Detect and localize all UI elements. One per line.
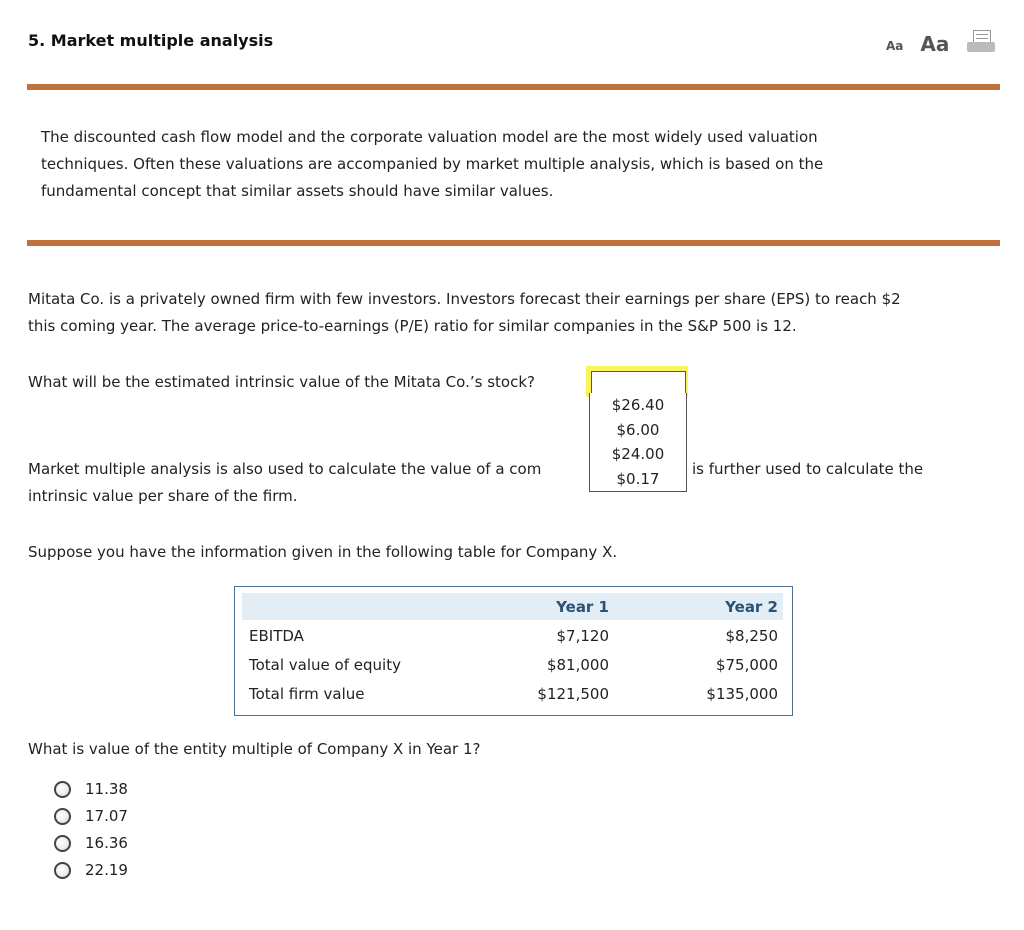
market-multiple-line1-start: Market multiple analysis is also used to calculate the value of a com	[28, 460, 542, 478]
answer-label[interactable]: 17.07	[85, 807, 128, 825]
answer-option[interactable]	[54, 780, 128, 798]
column-header-year2: Year 2	[725, 598, 778, 616]
cell-value: $121,500	[537, 685, 609, 703]
font-tools	[886, 30, 995, 54]
radio-button[interactable]	[54, 835, 71, 852]
answer-label[interactable]: 11.38	[85, 780, 128, 798]
cell-value: $7,120	[556, 627, 609, 645]
scenario-line: Mitata Co. is a privately owned firm with few investors. Investors forecast their earnings per share (EPS) to reach $2	[28, 290, 901, 308]
cell-value: $135,000	[706, 685, 778, 703]
row-label: EBITDA	[249, 627, 304, 645]
cell-value: $75,000	[715, 656, 778, 674]
row-label: Total firm value	[249, 685, 365, 703]
answer-label[interactable]: 16.36	[85, 834, 128, 852]
cell-value: $81,000	[546, 656, 609, 674]
radio-button[interactable]	[54, 808, 71, 825]
dropdown-option[interactable]: $24.00	[611, 445, 665, 463]
dropdown-options	[589, 393, 687, 492]
row-label: Total value of equity	[249, 656, 401, 674]
intro-line: The discounted cash flow model and the corporate valuation model are the most widely used valuation	[41, 128, 818, 146]
scenario-paragraph	[28, 286, 901, 340]
increase-font-button[interactable]: Aa	[920, 32, 950, 56]
decrease-font-button[interactable]: Aa	[886, 39, 904, 53]
table-intro: Suppose you have the information given in the following table for Company X.	[28, 543, 618, 561]
market-multiple-line2: intrinsic value per share of the firm.	[28, 487, 298, 505]
dropdown-option[interactable]: $26.40	[611, 396, 665, 414]
radio-button[interactable]	[54, 862, 71, 879]
intro-line: fundamental concept that similar assets should have similar values.	[41, 182, 554, 200]
section-divider-top	[27, 84, 1000, 90]
intro-paragraph	[41, 124, 823, 205]
intro-line: techniques. Often these valuations are accompanied by market multiple analysis, which is based on the	[41, 155, 824, 173]
scenario-line: this coming year. The average price-to-earnings (P/E) ratio for similar companies in the S&P 500 is 12.	[28, 317, 797, 335]
question2-text: What is value of the entity multiple of Company X in Year 1?	[28, 740, 481, 758]
question1-text: What will be the estimated intrinsic value of the Mitata Co.’s stock?	[28, 373, 535, 391]
column-header-year1: Year 1	[556, 598, 609, 616]
printer-icon[interactable]	[967, 30, 995, 54]
answer-option[interactable]	[54, 861, 128, 879]
market-multiple-line1-end: is further used to calculate the	[692, 460, 924, 478]
answer-option[interactable]	[54, 807, 128, 825]
table-header-row	[242, 593, 783, 620]
radio-button[interactable]	[54, 781, 71, 798]
company-x-table	[234, 586, 793, 716]
page-title: 5. Market multiple analysis	[28, 31, 274, 50]
section-divider-bottom	[27, 240, 1000, 246]
intrinsic-value-dropdown[interactable]	[591, 371, 686, 394]
dropdown-option[interactable]: $6.00	[616, 420, 660, 439]
answer-option[interactable]	[54, 834, 128, 852]
answer-label[interactable]: 22.19	[85, 861, 128, 879]
cell-value: $8,250	[725, 627, 778, 645]
dropdown-option[interactable]: $0.17	[616, 469, 660, 488]
